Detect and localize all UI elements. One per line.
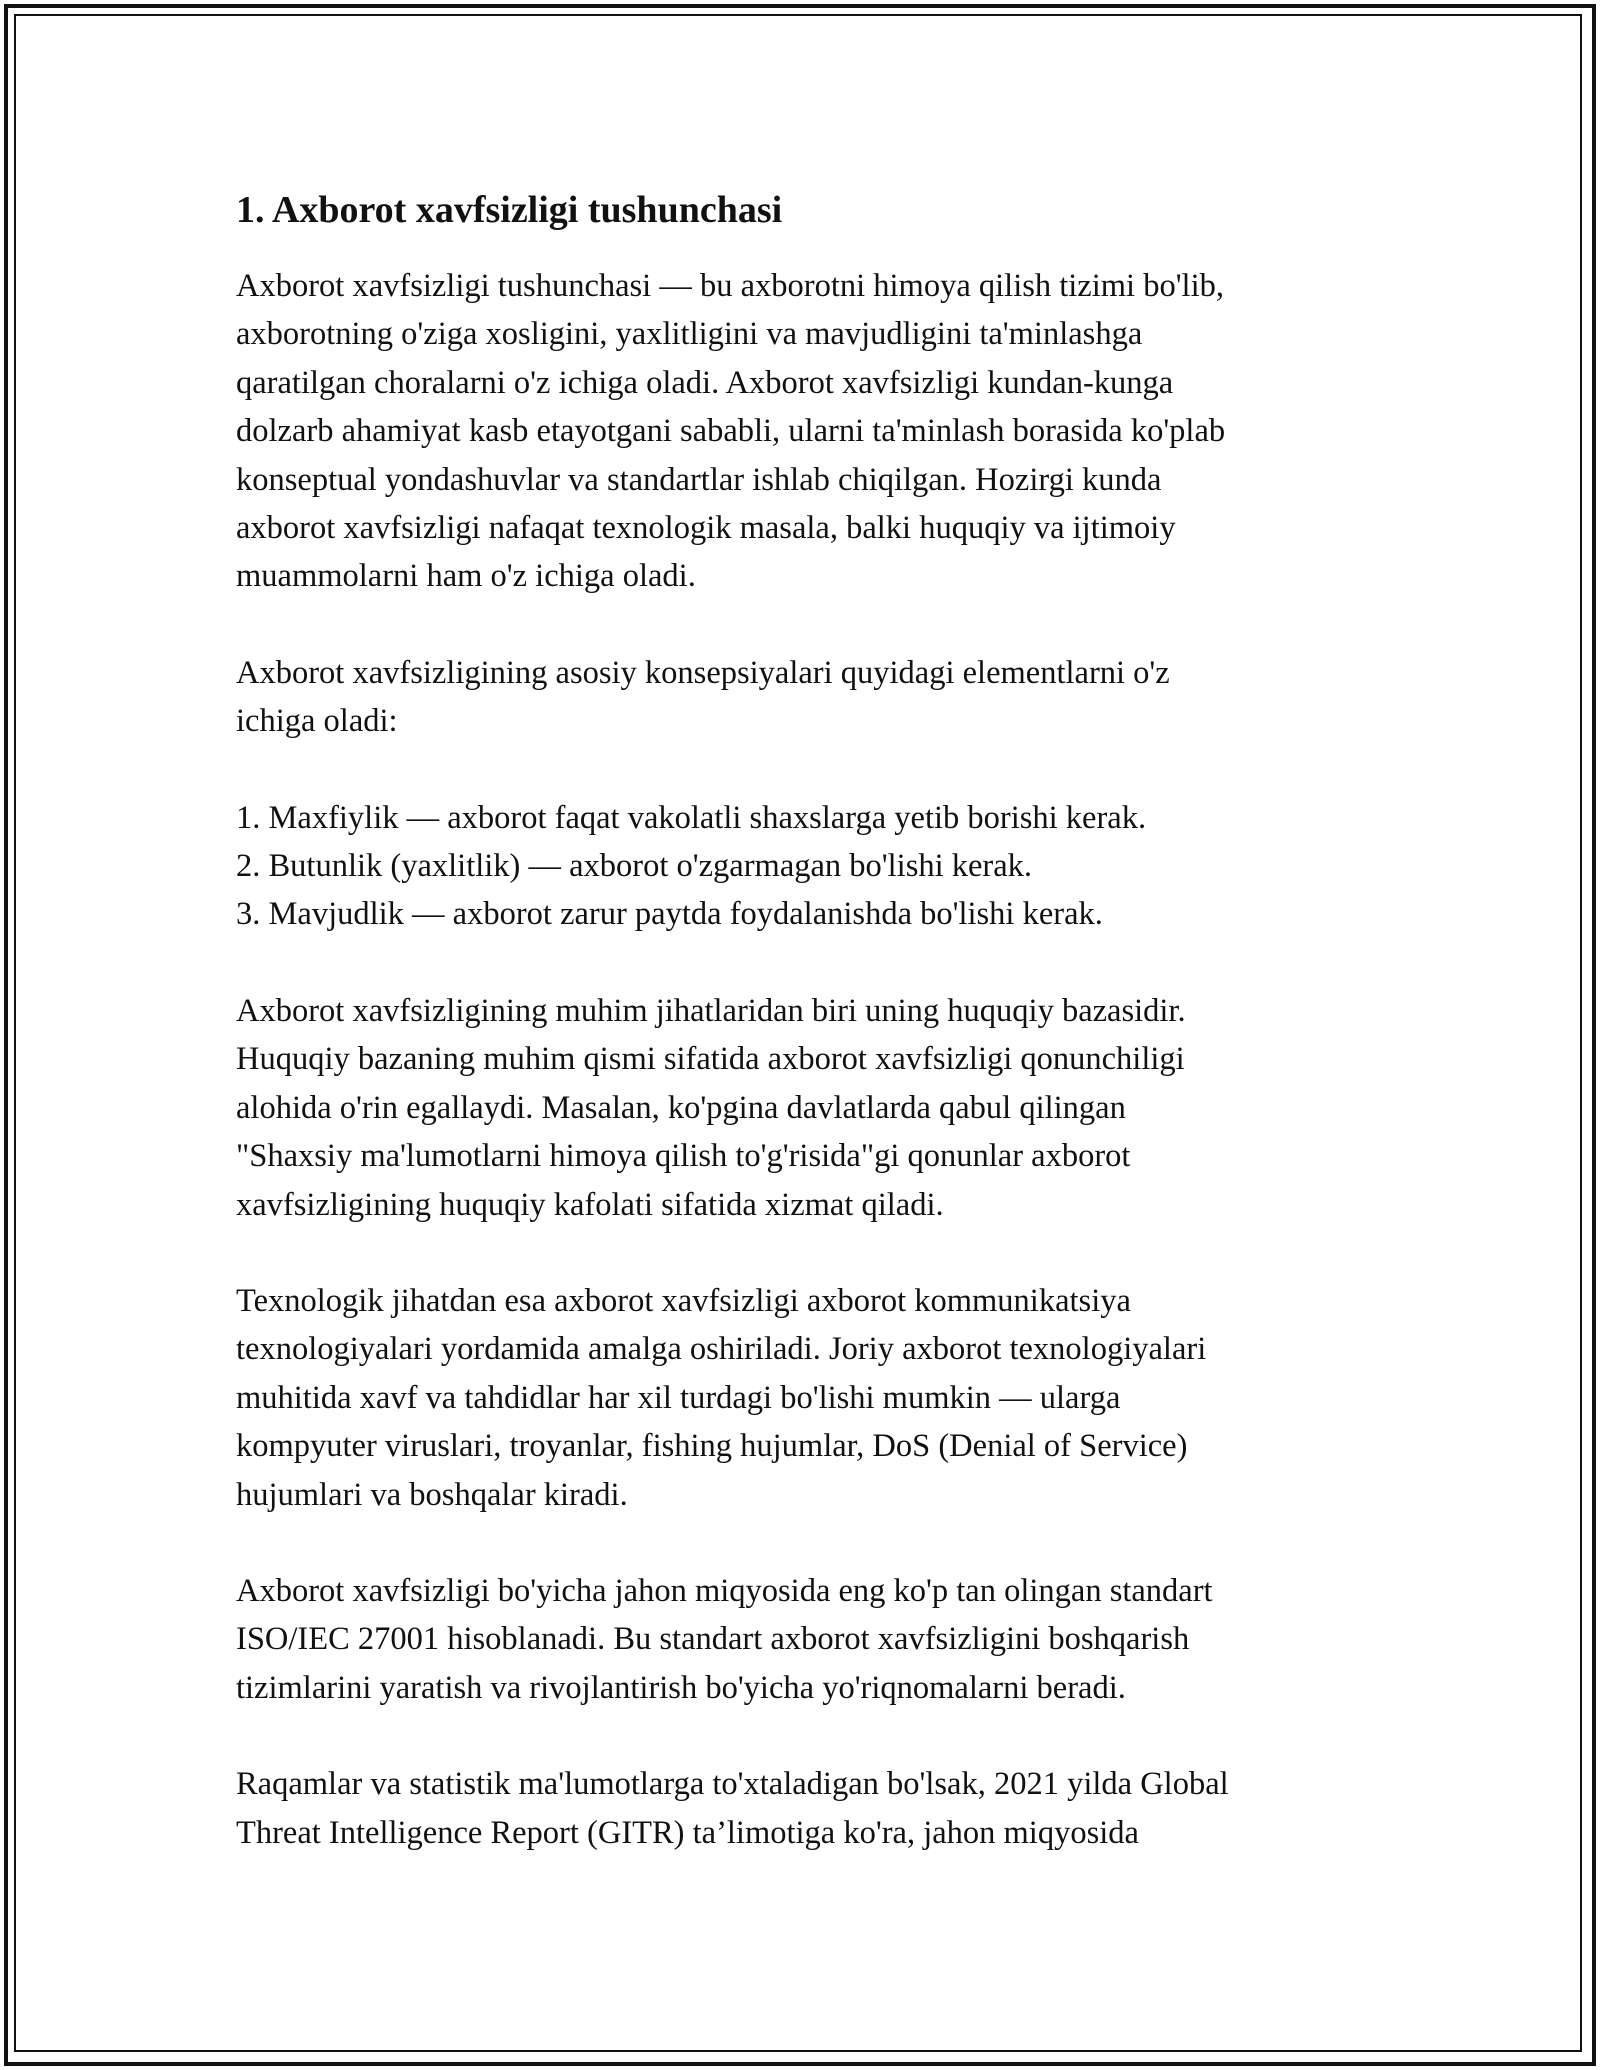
list-item: 2. Butunlik (yaxlitlik) — axborot o'zgarmagan bo'lishi kerak. [236,848,1033,885]
paragraph-definition: Axborot xavfsizligi tushunchasi — bu axborotni himoya qilish tizimi bo'lib, axborotning o'ziga xosligini, yaxlitligini va mavjudligini ta'minlashga qaratilgan choralarni o'z ichiga oladi. Axborot xavfsizligi kundan-kunga dolzarb ahamiyat kasb etayotgani sababli, ularni ta'minlash borasida ko'plab konseptual yondashuvlar va standartlar ishlab chiqilgan. Hozirgi kunda axborot xavfsizligi nafaqat texnologik masala, balki huquqiy va ijtimoiy muammolarni ham o'z ichiga oladi. [236,268,1226,595]
list-item: 3. Mavjudlik — axborot zarur paytda foydalanishda bo'lishi kerak. [236,896,1103,933]
section-heading: 1. Axborot xavfsizligi tushunchasi [236,189,783,231]
paragraph-legal-basis: Axborot xavfsizligining muhim jihatlaridan biri uning huquqiy bazasidir. Huquqiy bazaning muhim qismi sifatida axborot xavfsizligi qonunchiligi alohida o'rin egallaydi. Masalan, ko'pgina davlatlarda qabul qilingan "Shaxsiy ma'lumotlarni himoya qilish to'g'risida"gi qonunlar axborot xavfsizligining huquqiy kafolati sifatida xizmat qiladi. [236,992,1186,1223]
concepts-list [236,794,1386,939]
document-body [236,186,1386,1905]
paragraph-statistics: Raqamlar va statistik ma'lumotlarga to'xtaladigan bo'lsak, 2021 yilda Global Threat Intelligence Report (GITR) ta’limotiga ko'ra, jahon miqyosida [236,1766,1229,1851]
list-item: 1. Maxfiylik — axborot faqat vakolatli shaxslarga yetib borishi kerak. [236,799,1147,836]
paragraph-technological: Texnologik jihatdan esa axborot xavfsizligi axborot kommunikatsiya texnologiyalari yordamida amalga oshiriladi. Joriy axborot texnologiyalari muhitida xavf va tahdidlar har xil turdagi bo'lishi mumkin — ularga kompyuter viruslari, troyanlar, fishing hujumlar, DoS (Denial of Service) hujumlari va boshqalar kiradi. [236,1282,1207,1513]
paragraph-concepts-intro: Axborot xavfsizligining asosiy konsepsiyalari quyidagi elementlarni o'z ichiga oladi: [236,654,1170,740]
paragraph-iso-standard: Axborot xavfsizligi bo'yicha jahon miqyosida eng ko'p tan olingan standart ISO/IEC 27001 hisoblanadi. Bu standart axborot xavfsizligini boshqarish tizimlarini yaratish va rivojlantirish bo'yicha yo'riqnomalarni beradi. [236,1572,1213,1706]
